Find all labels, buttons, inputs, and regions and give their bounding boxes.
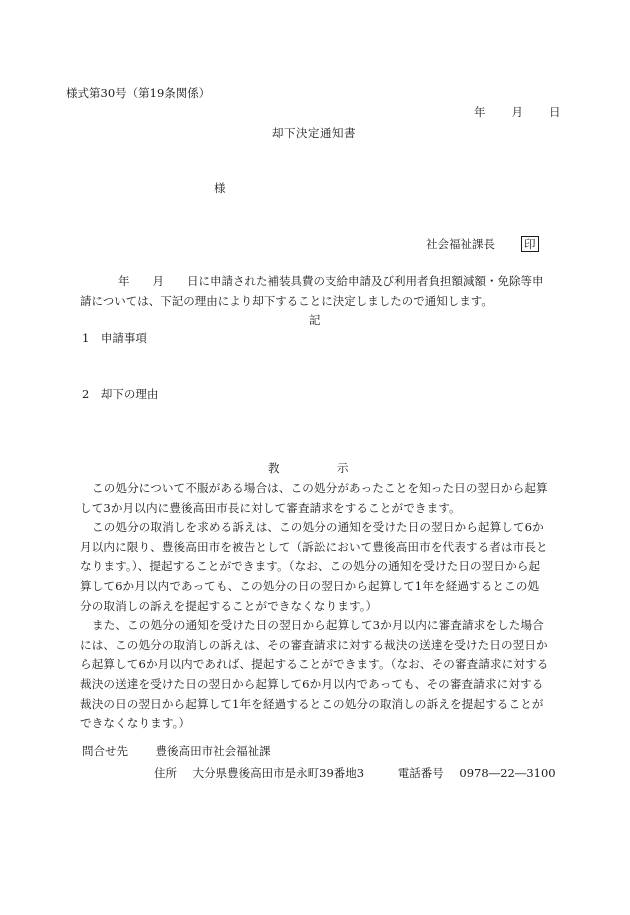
address-value: 大分県豊後高田市是永町39番地3 xyxy=(192,766,365,780)
intro-line-2: 請については、下記の理由により却下することに決定しましたので通知します。 xyxy=(80,294,493,308)
seal-mark: 印 xyxy=(521,236,539,252)
date-line: 年 月 日 xyxy=(474,105,562,119)
notice-paragraph-2: この処分の取消しを求める訴えは、この処分の通知を受けた日の翌日から起算して6か月以内に限り、豊後高田市を被告として（訴訟において豊後高田市を代表する者は市長となります。）、提起することができます。（なお、この処分の通知を受けた日の翌日から起算して6か月以内であっても、この処分の日の翌日から起算して1年を経過するとこの処分の取消しの訴えを提起することができなくなります。） xyxy=(80,520,548,613)
phone-label: 電話番号 xyxy=(397,766,444,780)
item-application-matters: 1 申請事項 xyxy=(82,331,147,345)
document-title: 却下決定通知書 xyxy=(272,126,356,140)
issuer-title: 社会福祉課長 xyxy=(426,237,495,251)
ki-heading: 記 xyxy=(309,313,321,327)
notice-paragraph-3: また、この処分の通知を受けた日の翌日から起算して3か月以内に審査請求をした場合には、この処分の取消しの訴えは、その審査請求に対する裁決の送達を受けた日の翌日から起算して6か月以内であれば、提起することができます。（なお、その審査請求に対する裁決の送達を受けた日の翌日から起算して6か月以内であっても、その審査請求に対する裁決の日の翌日から起算して1年を経過するとこの処分の取消しの訴えを提起することができなくなります。） xyxy=(80,618,549,731)
item-rejection-reason: 2 却下の理由 xyxy=(82,387,159,401)
addressee-suffix: 様 xyxy=(214,181,226,195)
kyoji-heading: 教 示 xyxy=(268,461,349,475)
intro-line-1: 年 月 日に申請された補装具費の支給申請及び利用者負担額減額・免除等申 xyxy=(118,274,544,288)
contact-line-1 xyxy=(82,744,271,759)
contact-line-2 xyxy=(154,766,556,781)
phone-value: 0978―22―3100 xyxy=(459,766,556,780)
form-number: 様式第30号（第19条関係） xyxy=(66,86,211,100)
contact-label: 問合せ先 xyxy=(82,744,128,758)
contact-org: 豊後高田市社会福祉課 xyxy=(155,744,271,758)
notice-body xyxy=(80,479,550,734)
notice-paragraph-1: この処分について不服がある場合は、この処分があったことを知った日の翌日から起算して3か月以内に豊後高田市長に対して審査請求をすることができます。 xyxy=(80,481,548,515)
address-label: 住所 xyxy=(154,766,177,780)
issuer-line xyxy=(426,236,539,252)
